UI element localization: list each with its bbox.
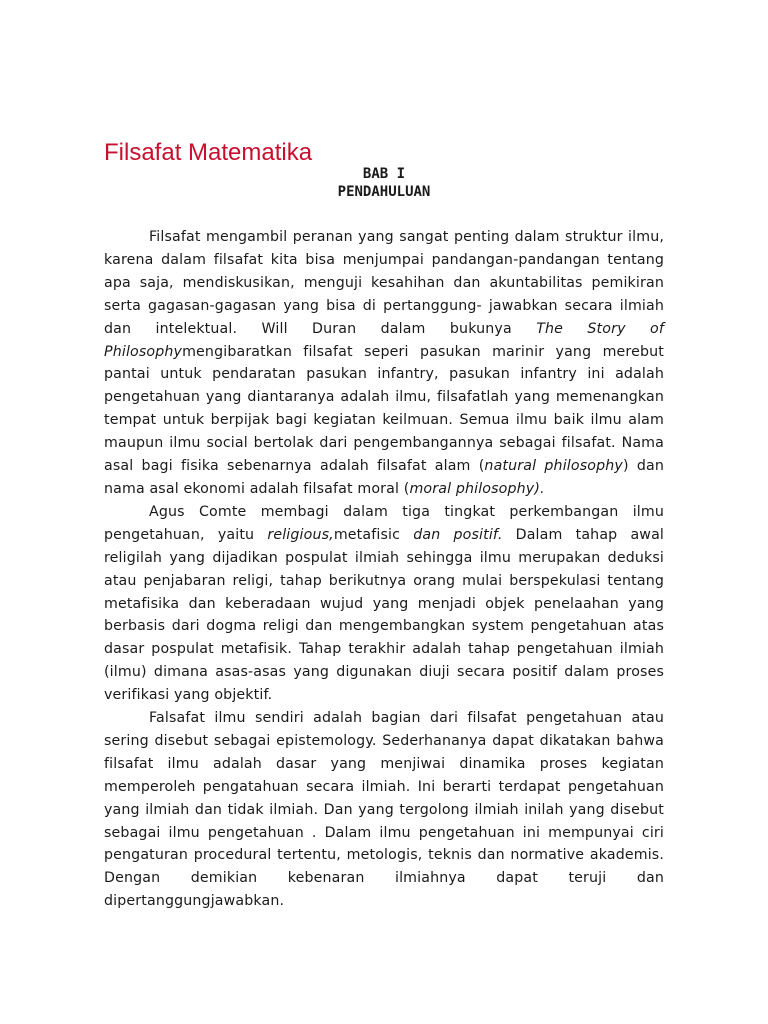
italic-term: religious, xyxy=(267,526,334,543)
paragraph-1-text: ) dan nama asal ekonomi adalah filsafat moral ( xyxy=(104,458,664,497)
book-title-italic: The Story of Philosophy xyxy=(104,320,664,360)
paragraph-2-text: Agus Comte membagi dalam tiga tingkat perkembangan ilmu pengetahuan, yaitu xyxy=(104,503,664,543)
paragraph-1-text: mengibaratkan filsafat seperi pasukan marinir yang merebut pantai untuk pendaratan pasukan infantry, pasukan infantry ini adalah pengetahuan yang diantaranya adalah ilmu, filsafatlah yang memenangkan tempat untuk berpijak bagi kegiatan keilmuan. Semua ilmu baik ilmu alam maupun ilmu social bertolak dari pengembangannya sebagai filsafat. Nama asal bagi fisika sebenarnya adalah filsafat alam ( xyxy=(104,343,664,475)
paragraph-3-text: Falsafat ilmu sendiri adalah bagian dari filsafat pengetahuan atau sering disebut sebagai epistemology. Sederhananya dapat dikatakan bahwa filsafat ilmu adalah dasar yang menjiwai dinamika proses kegiatan memperoleh pengatahuan secara ilmiah. Ini berarti terdapat pengetahuan yang ilmiah dan tidak ilmiah. Dan yang tergolong ilmiah inilah yang disebut sebagai ilmu pengetahuan . Dalam ilmu pengetahuan ini mempunyai ciri pengaturan procedural tertentu, metologis, teknis dan normative akademis. Dengan demikian kebenaran ilmiahnya dapat teruji dan dipertanggungjawabkan. xyxy=(104,710,664,910)
chapter-number: BAB I xyxy=(362,166,406,182)
chapter-title: PENDAHULUAN xyxy=(337,184,431,200)
paragraph-2-text: Dalam tahap awal religilah yang dijadikan pospulat ilmiah sehingga ilmu merupakan deduksi atau penjabaran religi, tahap berikutnya orang mulai berspekulasi tentang metafisika dan keberadaan wujud yang menjadi objek penelaahan yang berbasis dari dogma religi dan mengembangkan system pengetahuan atas dasar pospulat metafisik. Tahap terakhir adalah tahap pengetahuan ilmiah (ilmu) dimana asas-asas yang digunakan diuji secara positif dalam proses verifikasi yang objektif. xyxy=(104,526,664,704)
paragraph-1 xyxy=(104,226,664,501)
paragraph-2 xyxy=(104,501,664,707)
body-text xyxy=(104,226,664,913)
paragraph-2-text: metafisic xyxy=(333,526,414,543)
paragraph-1-text: Filsafat mengambil peranan yang sangat penting dalam struktur ilmu, karena dalam filsafat kita bisa menjumpai pandangan-pandangan tentang apa saja, mendiskusikan, menguji kesahihan dan akuntabilitas pemikiran serta gagasan-gagasan yang bisa di pertanggung- jawabkan secara ilmiah dan intelektual. Will Duran dalam bukunya xyxy=(104,229,664,337)
italic-term: moral philosophy). xyxy=(409,480,545,497)
paragraph-3 xyxy=(104,707,664,913)
italic-term: dan positif. xyxy=(413,526,503,543)
document-title: Filsafat Matematika xyxy=(104,139,313,166)
italic-term: natural philosophy xyxy=(484,458,623,475)
